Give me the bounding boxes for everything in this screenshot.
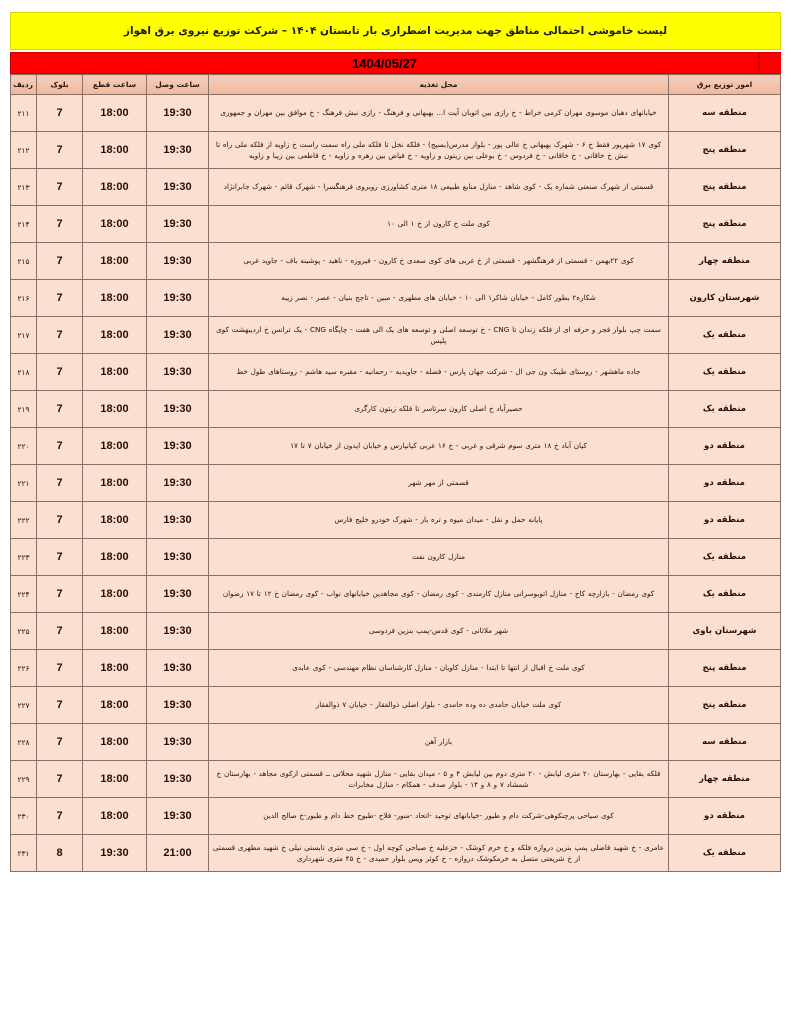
cell-restore-time: 19:30 bbox=[147, 132, 209, 169]
table-row bbox=[11, 206, 781, 243]
cell-radif: ۲۱۴ bbox=[11, 206, 37, 243]
cell-radif: ۲۲۳ bbox=[11, 539, 37, 576]
cell-cut-time: 18:00 bbox=[83, 761, 147, 798]
cell-radif: ۲۱۲ bbox=[11, 132, 37, 169]
column-header-area: امور توزیع برق bbox=[669, 75, 781, 95]
cell-area: شهرستان باوی bbox=[669, 613, 781, 650]
table-row bbox=[11, 280, 781, 317]
cell-area: منطقه دو bbox=[669, 502, 781, 539]
table-row bbox=[11, 798, 781, 835]
cell-cut-time: 19:30 bbox=[83, 835, 147, 872]
title-banner bbox=[10, 12, 781, 50]
cell-area: منطقه یک bbox=[669, 539, 781, 576]
cell-radif: ۲۱۹ bbox=[11, 391, 37, 428]
cell-place: بازار آهن bbox=[209, 724, 669, 761]
cell-radif: ۲۲۰ bbox=[11, 428, 37, 465]
cell-place: فلکه بقایی - بهارستان ۲۰ متری لیابش - ۲۰ متری دوم بین لیابش ۴ و ۵ - میدان بقایی - منازل شهید محلاتی ــ قسمتی ازکوی مجاهد - بهارستان خ شمشاد ۷ و ۸ و ۱۴ - بلوار صدف - همکام - منازل مخابرات bbox=[209, 761, 669, 798]
cell-block: 7 bbox=[37, 724, 83, 761]
cell-radif: ۲۲۸ bbox=[11, 724, 37, 761]
cell-place: کوی ۱۷ شهریور فقط خ ۶ - شهرک بهبهانی خ عالی پور - بلوار مدرس(بسیج) - فلکه نخل تا فلکه ملی راه سمت راست خ زاویه از فلکه ملی راه تا نبش خ خاقانی - خ خاقانی - خ فردوس - خ بوعلی بین زیتون و زاویه - خ فیاض بین زهره و زاویه - خ قاطعی بین زیبا و زاویه bbox=[209, 132, 669, 169]
cell-restore-time: 19:30 bbox=[147, 539, 209, 576]
cell-cut-time: 18:00 bbox=[83, 206, 147, 243]
cell-restore-time: 19:30 bbox=[147, 428, 209, 465]
cell-cut-time: 18:00 bbox=[83, 391, 147, 428]
cell-radif: ۲۱۳ bbox=[11, 169, 37, 206]
cell-block: 7 bbox=[37, 243, 83, 280]
schedule-date: 1404/05/27 bbox=[351, 55, 418, 71]
cell-restore-time: 19:30 bbox=[147, 576, 209, 613]
table-row bbox=[11, 95, 781, 132]
cell-restore-time: 19:30 bbox=[147, 502, 209, 539]
cell-restore-time: 19:30 bbox=[147, 280, 209, 317]
cell-block: 7 bbox=[37, 132, 83, 169]
cell-place: کیان آباد خ ۱۸ متری سوم شرقی و غربی - خ ۱۶ غربی کیانپارس و خیابان ایدون از خیابان ۷ تا ۱۷ bbox=[209, 428, 669, 465]
table-row bbox=[11, 724, 781, 761]
cell-restore-time: 19:30 bbox=[147, 687, 209, 724]
cell-area: منطقه دو bbox=[669, 428, 781, 465]
cell-cut-time: 18:00 bbox=[83, 650, 147, 687]
table-row bbox=[11, 650, 781, 687]
cell-cut-time: 18:00 bbox=[83, 169, 147, 206]
column-header-radif: ردیف bbox=[11, 75, 37, 95]
cell-block: 7 bbox=[37, 169, 83, 206]
cell-cut-time: 18:00 bbox=[83, 317, 147, 354]
column-header-restore-time: ساعت وصل bbox=[147, 75, 209, 95]
cell-block: 7 bbox=[37, 613, 83, 650]
cell-area: منطقه یک bbox=[669, 391, 781, 428]
cell-place: کوی سیاحی پرچنکوهی-شرکت دام و طیور -خیابانهای توحید -اتحاد -منور- فلاح -طبوح خط دام و طبور-خ صالح الدین bbox=[209, 798, 669, 835]
cell-area: منطقه پنج bbox=[669, 169, 781, 206]
table-body bbox=[11, 95, 781, 872]
table-header-row bbox=[11, 75, 781, 95]
cell-block: 7 bbox=[37, 465, 83, 502]
cell-block: 7 bbox=[37, 798, 83, 835]
table-row bbox=[11, 502, 781, 539]
cell-block: 7 bbox=[37, 95, 83, 132]
cell-radif: ۲۲۹ bbox=[11, 761, 37, 798]
table-row bbox=[11, 169, 781, 206]
cell-place: خیابانهای دهبان موسوی مهران کرمی خراط - خ رازی بین اتوبان آیت ا... بهبهانی و فرهنگ - رازی نبش فرهنگ - خ موافق بین مهران و جمهوری bbox=[209, 95, 669, 132]
cell-cut-time: 18:00 bbox=[83, 95, 147, 132]
cell-radif: ۲۳۰ bbox=[11, 798, 37, 835]
cell-block: 7 bbox=[37, 391, 83, 428]
cell-area: منطقه یک bbox=[669, 354, 781, 391]
cell-cut-time: 18:00 bbox=[83, 280, 147, 317]
cell-radif: ۲۱۶ bbox=[11, 280, 37, 317]
cell-place: کوی رمضان - بازارچه کاج - منازل اتوبوسرانی منازل کارمندی - کوی رمضان - کوی مجاهدین خیابانهای نواب - کوی رمضان خ ۱۲ تا ۱۷ رضوان bbox=[209, 576, 669, 613]
table-row bbox=[11, 132, 781, 169]
column-header-block: بلوک bbox=[37, 75, 83, 95]
cell-cut-time: 18:00 bbox=[83, 539, 147, 576]
cell-radif: ۲۲۱ bbox=[11, 465, 37, 502]
date-banner bbox=[10, 52, 781, 74]
cell-radif: ۲۲۴ bbox=[11, 576, 37, 613]
outage-table bbox=[10, 74, 781, 872]
cell-radif: ۲۱۵ bbox=[11, 243, 37, 280]
cell-restore-time: 19:30 bbox=[147, 798, 209, 835]
cell-cut-time: 18:00 bbox=[83, 502, 147, 539]
cell-radif: ۲۲۵ bbox=[11, 613, 37, 650]
table-row bbox=[11, 835, 781, 872]
cell-restore-time: 19:30 bbox=[147, 465, 209, 502]
cell-place: عامری - خ شهید فاضلی پمپ بنزین دروازه فلکه و خ خرم کوشک - خزعلیه خ صباحی کوچه اول - خ سی متری تابستی نیلی خ شهید مطهری قسمتی از خ شریعتی متصل به خرمکوشک دروازه - خ کوثر ویس بلوار حمیدی - خ ۴۵ متری شهرداری bbox=[209, 835, 669, 872]
cell-radif: ۲۱۱ bbox=[11, 95, 37, 132]
table-row bbox=[11, 687, 781, 724]
cell-place: قسمتی از شهرک صنعتی شماره یک - کوی شاهد - منازل منابع طبیعی ۱۸ متری کشاورزی روبروی فرهنگسرا - شهرک قائم - شهرک جابرانژاد bbox=[209, 169, 669, 206]
cell-block: 7 bbox=[37, 539, 83, 576]
cell-restore-time: 19:30 bbox=[147, 761, 209, 798]
cell-radif: ۲۳۱ bbox=[11, 835, 37, 872]
cell-place: حصیرآباد خ اصلی کارون سرتاسر تا فلکه زیتون کارگری bbox=[209, 391, 669, 428]
cell-block: 7 bbox=[37, 761, 83, 798]
cell-area: منطقه پنج bbox=[669, 132, 781, 169]
page-title: لیست خاموشی احتمالی مناطق جهت مدیریت اضطراری بار تابستان ۱۴۰۴ – شرکت توزیع نیروی برق اهواز bbox=[123, 24, 668, 37]
table-row bbox=[11, 317, 781, 354]
cell-restore-time: 19:30 bbox=[147, 391, 209, 428]
table-row bbox=[11, 613, 781, 650]
cell-radif: ۲۲۲ bbox=[11, 502, 37, 539]
cell-area: منطقه چهار bbox=[669, 243, 781, 280]
cell-cut-time: 18:00 bbox=[83, 576, 147, 613]
cell-place: منازل کارون نفت bbox=[209, 539, 669, 576]
table-row bbox=[11, 428, 781, 465]
column-header-place: محل تغذیه bbox=[209, 75, 669, 95]
cell-restore-time: 19:30 bbox=[147, 95, 209, 132]
cell-restore-time: 19:30 bbox=[147, 243, 209, 280]
table-row bbox=[11, 391, 781, 428]
cell-restore-time: 19:30 bbox=[147, 206, 209, 243]
cell-cut-time: 18:00 bbox=[83, 354, 147, 391]
date-banner-cap bbox=[759, 52, 781, 74]
cell-restore-time: 19:30 bbox=[147, 169, 209, 206]
table-row bbox=[11, 576, 781, 613]
cell-block: 7 bbox=[37, 280, 83, 317]
cell-place: کوی ملت خ اقبال از انتها تا ابتدا - منازل کاویان - منازل کارشناسان نظام مهندسی - کوی عابدی bbox=[209, 650, 669, 687]
cell-area: منطقه دو bbox=[669, 465, 781, 502]
cell-block: 7 bbox=[37, 428, 83, 465]
cell-restore-time: 19:30 bbox=[147, 613, 209, 650]
cell-place: سمت چپ بلوار فجر و حرفه ای از فلکه زندان تا CNG - خ توسعه اصلی و توسعه های یک الی هفت - چاپگاه CNG - یک ترانس خ اردیبهشت کوی پلیس bbox=[209, 317, 669, 354]
column-header-cut-time: ساعت قطع bbox=[83, 75, 147, 95]
cell-place: شکاره۲ بطور کامل - خیابان شاکر۱ الی ۱۰ - خیابان های مطهری - مبین - تاجح بنیان - عصر - نصر زیبه bbox=[209, 280, 669, 317]
cell-cut-time: 18:00 bbox=[83, 687, 147, 724]
cell-block: 7 bbox=[37, 650, 83, 687]
cell-block: 7 bbox=[37, 576, 83, 613]
cell-block: 7 bbox=[37, 354, 83, 391]
cell-restore-time: 19:30 bbox=[147, 317, 209, 354]
cell-area: منطقه یک bbox=[669, 317, 781, 354]
cell-block: 7 bbox=[37, 206, 83, 243]
cell-place: کوی ملت خ کارون از خ ۱ الی ۱۰ bbox=[209, 206, 669, 243]
cell-place: شهر ملاثانی - کوی قدس-پمپ بنزین فردوسی bbox=[209, 613, 669, 650]
date-banner-main bbox=[10, 52, 759, 74]
cell-radif: ۲۱۸ bbox=[11, 354, 37, 391]
table-row bbox=[11, 243, 781, 280]
cell-area: منطقه یک bbox=[669, 835, 781, 872]
cell-cut-time: 18:00 bbox=[83, 613, 147, 650]
table-row bbox=[11, 465, 781, 502]
cell-area: منطقه چهار bbox=[669, 761, 781, 798]
cell-place: پایانه حمل و نقل - میدان میوه و تره بار - شهرک خودرو خلیج فارس bbox=[209, 502, 669, 539]
cell-block: 7 bbox=[37, 502, 83, 539]
cell-radif: ۲۲۶ bbox=[11, 650, 37, 687]
cell-cut-time: 18:00 bbox=[83, 724, 147, 761]
cell-area: منطقه پنج bbox=[669, 206, 781, 243]
cell-place: جاده ماهشهر - روستای طیبک ون جی ال - شرکت جهان پارس - فضله - جاویدیه - رحمانیه - مقبره سید هاشم - روستاهای طول خط bbox=[209, 354, 669, 391]
cell-area: منطقه دو bbox=[669, 798, 781, 835]
cell-block: 7 bbox=[37, 317, 83, 354]
cell-cut-time: 18:00 bbox=[83, 798, 147, 835]
table-row bbox=[11, 354, 781, 391]
cell-cut-time: 18:00 bbox=[83, 465, 147, 502]
table-row bbox=[11, 761, 781, 798]
table-row bbox=[11, 539, 781, 576]
cell-radif: ۲۱۷ bbox=[11, 317, 37, 354]
cell-area: شهرستان کارون bbox=[669, 280, 781, 317]
cell-area: منطقه پنج bbox=[669, 650, 781, 687]
cell-place: قسمتی از مهر شهر bbox=[209, 465, 669, 502]
cell-restore-time: 21:00 bbox=[147, 835, 209, 872]
cell-place: کوی ملت خیابان حامدی ده وده حامدی - بلوار اصلی ذوالفقار - خیابان ۷ ذوالفقار bbox=[209, 687, 669, 724]
cell-area: منطقه پنج bbox=[669, 687, 781, 724]
cell-area: منطقه سه bbox=[669, 95, 781, 132]
cell-block: 8 bbox=[37, 835, 83, 872]
cell-place: کوی ۲۲بهمن - قسمتی از فرهنگشهر - قسمتی از خ غربی های کوی سعدی خ کارون - فیروزه - ناهید - پوشینه باف - جاوید غربی bbox=[209, 243, 669, 280]
cell-cut-time: 18:00 bbox=[83, 428, 147, 465]
cell-cut-time: 18:00 bbox=[83, 243, 147, 280]
cell-restore-time: 19:30 bbox=[147, 354, 209, 391]
cell-area: منطقه سه bbox=[669, 724, 781, 761]
cell-block: 7 bbox=[37, 687, 83, 724]
cell-restore-time: 19:30 bbox=[147, 650, 209, 687]
cell-radif: ۲۲۷ bbox=[11, 687, 37, 724]
cell-restore-time: 19:30 bbox=[147, 724, 209, 761]
cell-area: منطقه یک bbox=[669, 576, 781, 613]
cell-cut-time: 18:00 bbox=[83, 132, 147, 169]
